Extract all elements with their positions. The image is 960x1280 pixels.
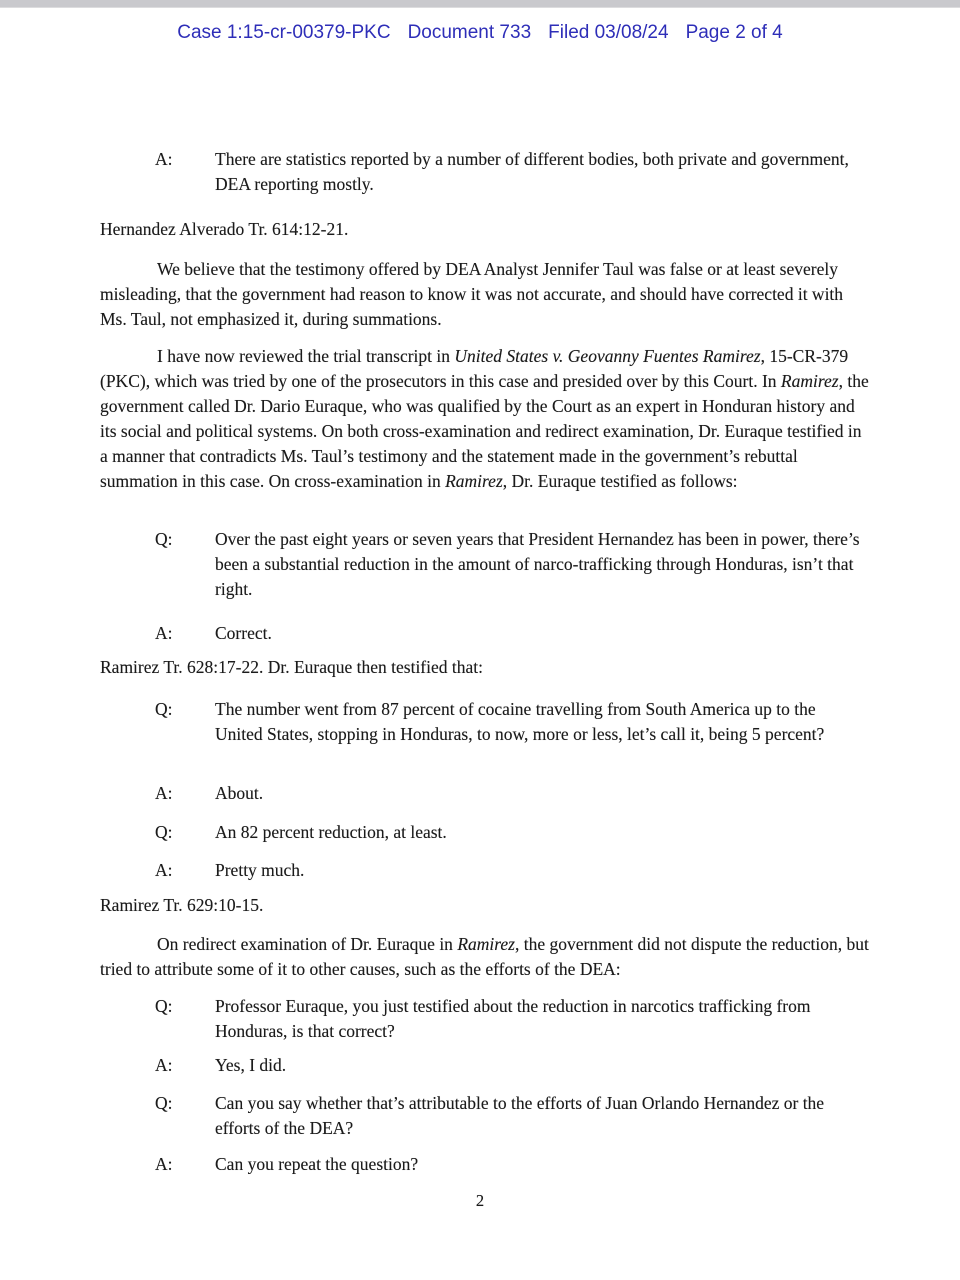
question-label: Q: — [155, 1093, 173, 1113]
body-paragraph — [100, 344, 872, 494]
transcript-question — [155, 994, 865, 1044]
question-text: Can you say whether that’s attributable to the efforts of Juan Orlando Hernandez or the efforts of the DEA? — [215, 1093, 825, 1138]
transcript-answer — [155, 858, 865, 883]
ecf-page-count: Page 2 of 4 — [685, 22, 783, 43]
case-name-italic: Ramirez — [445, 471, 503, 491]
answer-text: Correct. — [215, 623, 272, 643]
answer-text: Can you repeat the question? — [215, 1154, 419, 1174]
text-run: We believe that the testimony offered by DEA Analyst Jennifer Taul was false or at least severely misleading, that the government had reason to know it was not accurate, and should have corrected it with Ms. Taul, not emphasized it, during summations. — [100, 259, 844, 329]
text-run: , the government did not dispute the reduction, but tried to attribute some of it to other causes, such as the efforts of the DEA: — [100, 934, 869, 979]
case-name-italic: United States v. Geovanny Fuentes Ramirez — [454, 346, 761, 366]
transcript-question — [155, 820, 865, 845]
answer-label: A: — [155, 623, 173, 643]
transcript-question — [155, 1091, 865, 1141]
question-text: Professor Euraque, you just testified about the reduction in narcotics trafficking from Honduras, is that correct? — [215, 996, 811, 1041]
question-label: Q: — [155, 996, 173, 1016]
answer-text: Pretty much. — [215, 860, 305, 880]
body-paragraph — [100, 932, 872, 982]
ecf-document-number: Document 733 — [407, 22, 532, 43]
page-number: 2 — [475, 1191, 485, 1210]
question-label: Q: — [155, 699, 173, 719]
transcript-answer — [155, 1053, 865, 1078]
text-run: I have now reviewed the trial transcript in — [157, 346, 455, 366]
answer-text: Yes, I did. — [215, 1055, 287, 1075]
text-run: On redirect examination of Dr. Euraque in — [157, 934, 458, 954]
case-name-italic: Ramirez — [457, 934, 515, 954]
ecf-stamp-header — [0, 22, 960, 44]
answer-label: A: — [155, 1154, 173, 1174]
answer-label: A: — [155, 1055, 173, 1075]
question-text: The number went from 87 percent of cocaine travelling from South America up to the United States, stopping in Honduras, to now, more or less, let’s call it, being 5 percent? — [215, 699, 825, 744]
text-run: , Dr. Euraque testified as follows: — [502, 471, 738, 491]
case-name-italic: Ramirez — [780, 371, 839, 391]
text-run: , the government called Dr. Dario Euraque, who was qualified by the Court as an expert in Honduran history and its social and political systems. On both cross-examination and redirect examination, Dr. Euraque testified in a manner that contradicts Ms. Taul’s testimony and the statement made in the government’s rebuttal summation in this case. On cross-examination in — [100, 371, 869, 491]
transcript-answer — [155, 621, 865, 646]
transcript-question — [155, 697, 865, 747]
answer-label: A: — [155, 860, 173, 880]
answer-text: About. — [215, 783, 264, 803]
transcript-answer — [155, 781, 865, 806]
question-label: Q: — [155, 822, 173, 842]
transcript-answer — [155, 1152, 865, 1177]
transcript-question — [155, 527, 865, 602]
scan-edge-artifact — [0, 0, 960, 8]
question-text: Over the past eight years or seven years that President Hernandez has been in power, there’s been a substantial reduction in the amount of narco-trafficking through Honduras, isn’t that right. — [215, 529, 860, 599]
text-run: , 15-CR-379 (PKC), which was tried by one of the prosecutors in this case and presided over by this Court. In — [100, 346, 849, 391]
citation-line: Ramirez Tr. 629:10-15. — [100, 895, 264, 915]
citation-line: Hernandez Alverado Tr. 614:12-21. — [100, 219, 349, 239]
transcript-answer — [155, 147, 865, 197]
body-paragraph — [100, 257, 872, 332]
question-label: Q: — [155, 529, 173, 549]
ecf-filed-date: Filed 03/08/24 — [548, 22, 669, 43]
answer-label: A: — [155, 783, 173, 803]
ecf-case-number: Case 1:15-cr-00379-PKC — [177, 22, 391, 43]
question-text: An 82 percent reduction, at least. — [215, 822, 447, 842]
answer-text: There are statistics reported by a number of different bodies, both private and government, DEA reporting mostly. — [215, 149, 849, 194]
answer-label: A: — [155, 149, 173, 169]
citation-line: Ramirez Tr. 628:17-22. Dr. Euraque then testified that: — [100, 657, 483, 677]
